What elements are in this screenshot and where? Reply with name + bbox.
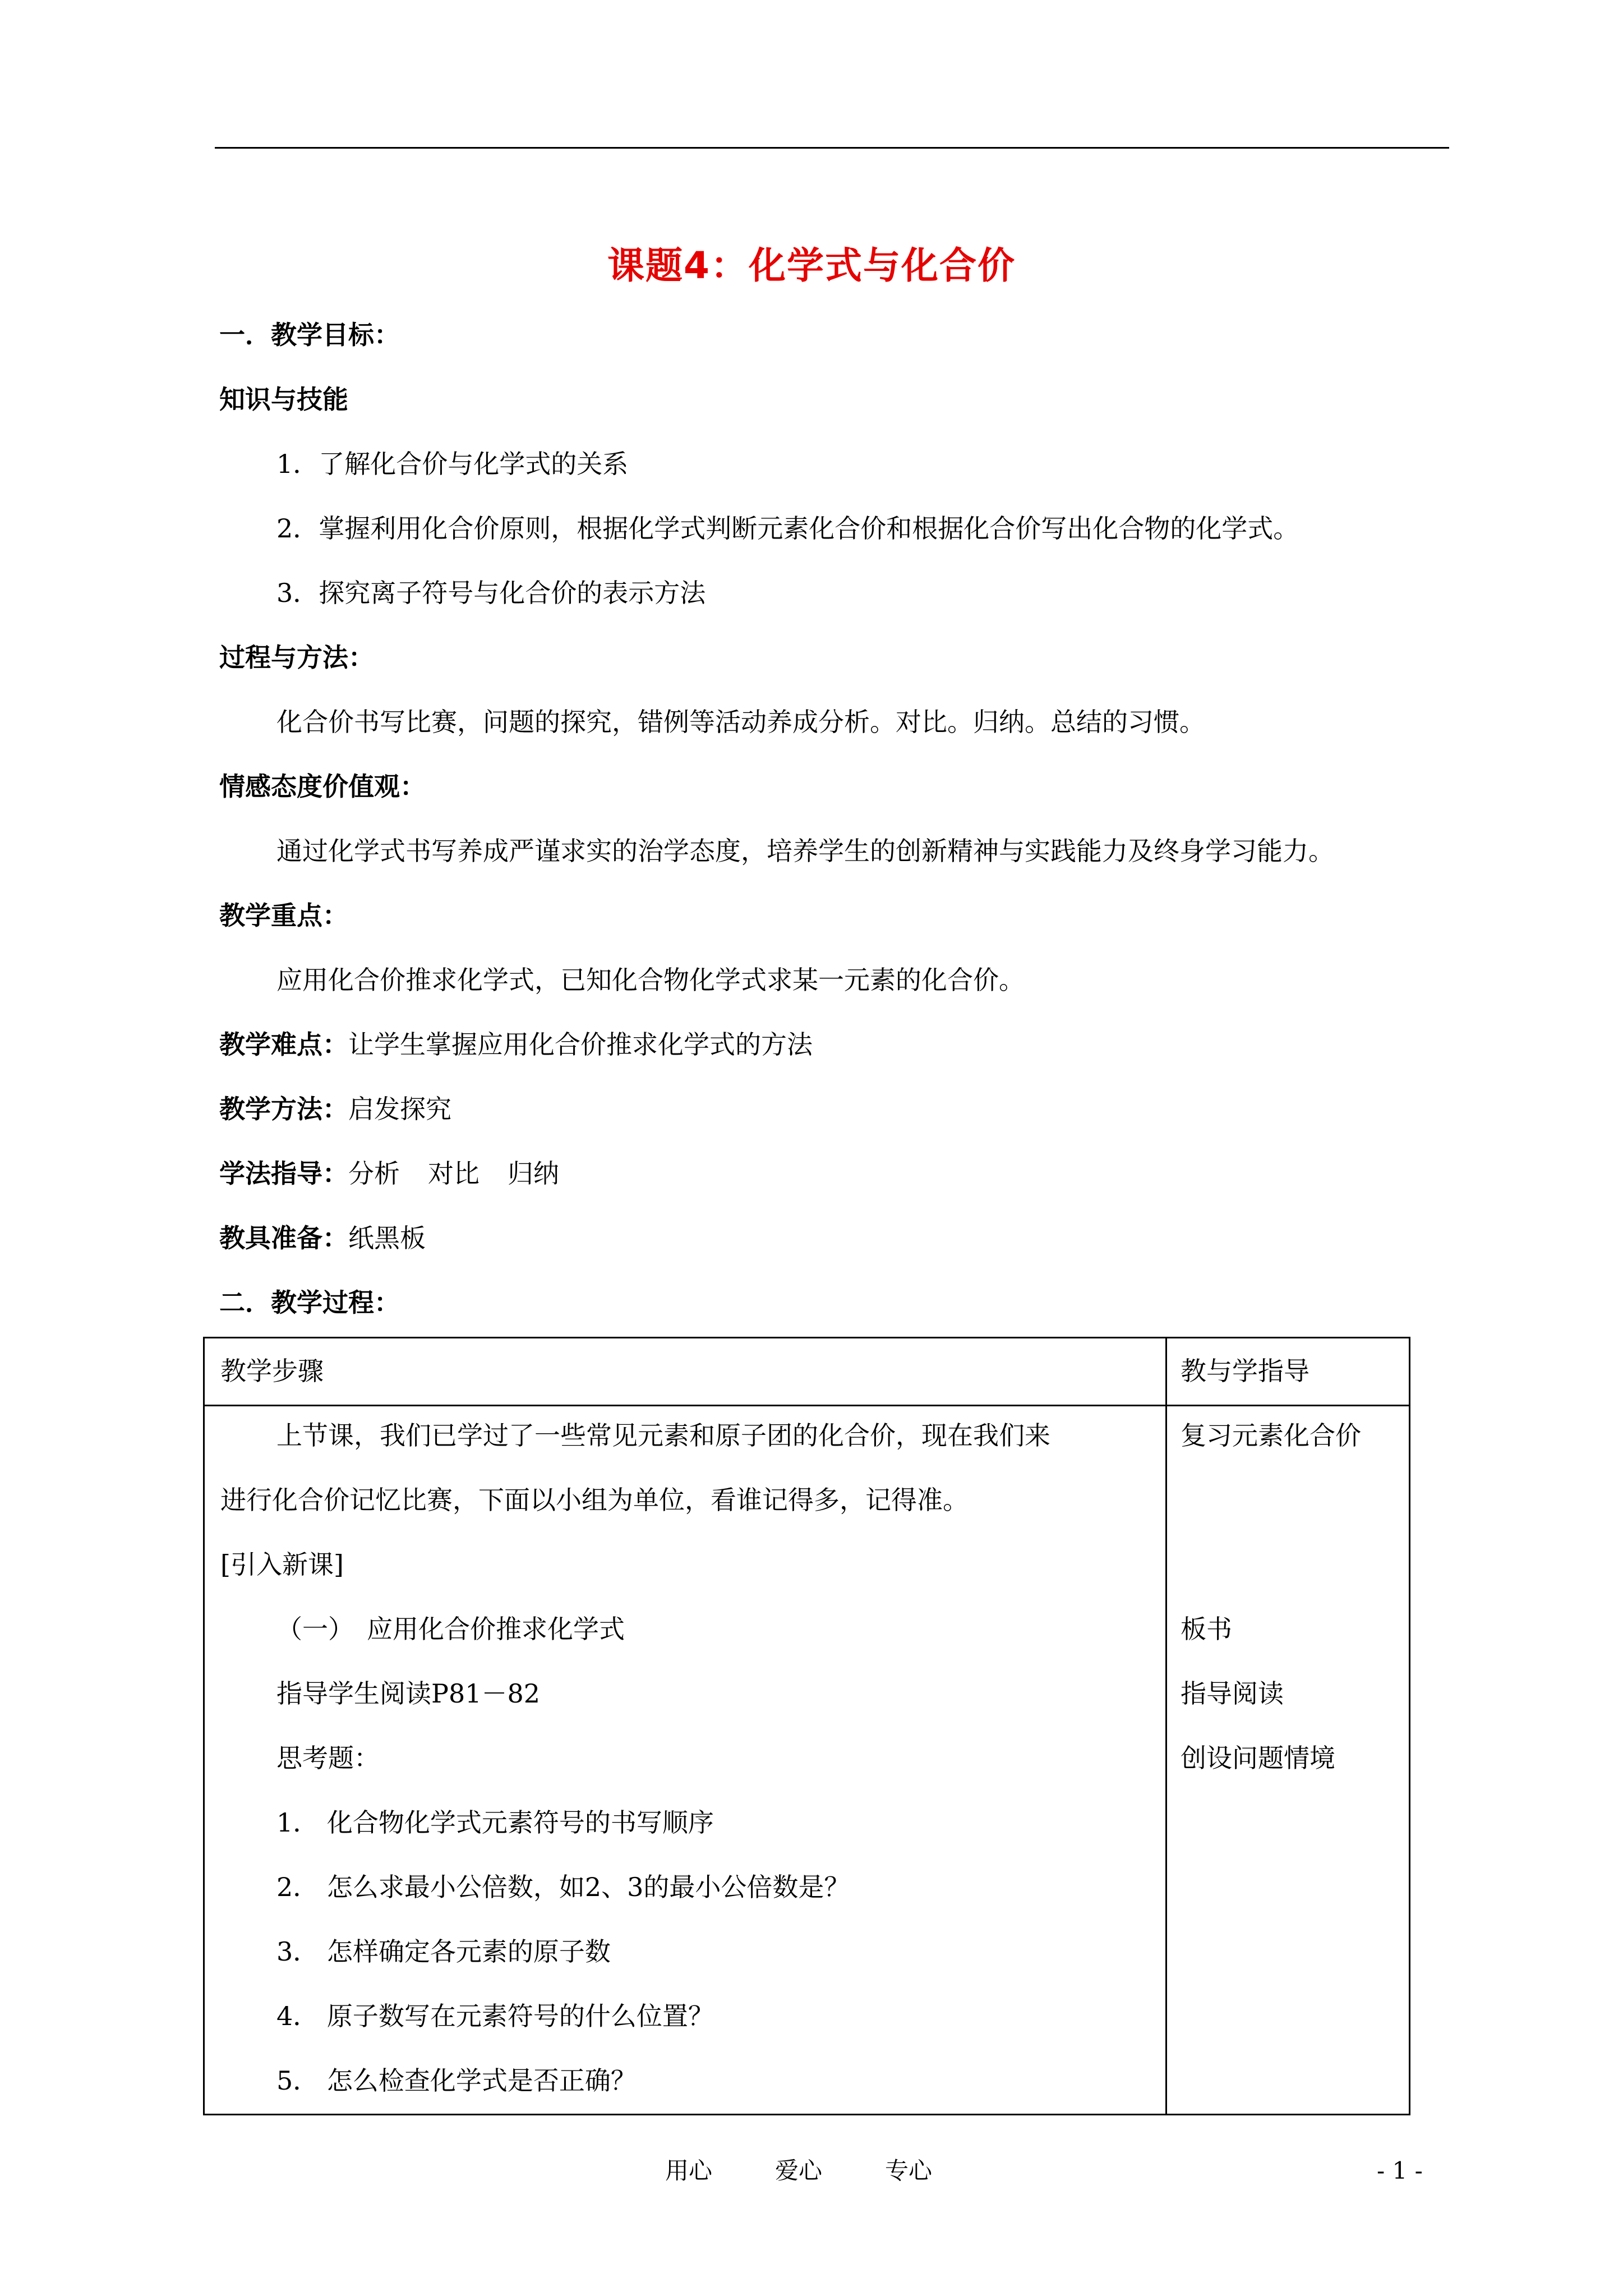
- study-item: 分析: [348, 1158, 400, 1189]
- footer-motto: 爱心: [775, 2157, 823, 2184]
- key-point-heading: 教学重点：: [219, 900, 348, 931]
- table-header-divider: [205, 1405, 1409, 1406]
- table-row-text: 4． 原子数写在元素符号的什么位置？: [276, 2001, 714, 2031]
- table-row-text: 指导学生阅读P81－82: [276, 1678, 541, 1709]
- table-row-text: （一） 应用化合价推求化学式: [276, 1614, 625, 1644]
- table-column-divider: [1165, 1338, 1167, 2114]
- emotion-heading: 情感态度价值观：: [219, 771, 426, 802]
- table-row-text: [引入新课]: [220, 1549, 344, 1580]
- table-row-text: 进行化合价记忆比赛，下面以小组为单位，看谁记得多，记得准。: [220, 1485, 969, 1515]
- page-title: 课题4：化学式与化合价: [607, 244, 1016, 287]
- method-text: 启发探究: [348, 1094, 451, 1124]
- guidance-note: 创设问题情境: [1181, 1743, 1335, 1773]
- process-text: 化合价书写比赛，问题的探究，错例等活动养成分析。对比。归纳。总结的习惯。: [276, 707, 1205, 737]
- process-heading: 过程与方法：: [219, 642, 374, 673]
- difficulty-label: 教学难点：: [219, 1029, 348, 1060]
- difficulty-line: [219, 1028, 813, 1061]
- knowledge-item: 1．了解化合价与化学式的关系: [276, 449, 629, 479]
- section-2-heading: 二．教学过程：: [219, 1287, 400, 1318]
- footer-motto: 用心: [665, 2157, 713, 2184]
- tools-text: 纸黑板: [348, 1223, 426, 1253]
- guidance-note: 板书: [1181, 1614, 1232, 1644]
- tools-label: 教具准备：: [219, 1223, 348, 1253]
- section-1-heading: 一．教学目标：: [219, 320, 400, 350]
- knowledge-item: 3．探究离子符号与化合价的表示方法: [276, 578, 706, 608]
- teaching-process-table: [203, 1337, 1410, 2115]
- guidance-note: 指导阅读: [1181, 1678, 1284, 1709]
- study-line: [219, 1157, 559, 1190]
- study-label: 学法指导：: [219, 1158, 348, 1189]
- table-header-guidance: 教与学指导: [1181, 1356, 1310, 1386]
- emotion-text: 通过化学式书写养成严谨求实的治学态度，培养学生的创新精神与实践能力及终身学习能力。: [276, 836, 1334, 866]
- key-point-text: 应用化合价推求化学式，已知化合物化学式求某一元素的化合价。: [276, 965, 1025, 995]
- study-item: 对比: [428, 1158, 479, 1189]
- table-header-steps: 教学步骤: [220, 1356, 324, 1386]
- table-row-text: 2． 怎么求最小公倍数，如2、3的最小公倍数是？: [276, 1872, 850, 1902]
- tools-line: [219, 1221, 426, 1255]
- table-row-text: 1． 化合物化学式元素符号的书写顺序: [276, 1807, 714, 1838]
- header-rule: [215, 147, 1449, 149]
- guidance-note: 复习元素化合价: [1181, 1420, 1361, 1451]
- footer-motto: 专心: [885, 2157, 933, 2184]
- table-row-text: 上节课，我们已学过了一些常见元素和原子团的化合价，现在我们来: [276, 1420, 1050, 1451]
- difficulty-text: 让学生掌握应用化合价推求化学式的方法: [348, 1029, 813, 1060]
- table-row-text: 5． 怎么检查化学式是否正确？: [276, 2065, 637, 2096]
- table-row-text: 思考题：: [276, 1743, 380, 1773]
- study-item: 归纳: [508, 1158, 559, 1189]
- knowledge-heading: 知识与技能: [219, 384, 348, 415]
- page-number: - 1 -: [1377, 2157, 1423, 2184]
- method-label: 教学方法：: [219, 1094, 348, 1124]
- method-line: [219, 1092, 451, 1126]
- knowledge-item: 2．掌握利用化合价原则，根据化学式判断元素化合价和根据化合价写出化合物的化学式。: [276, 513, 1299, 544]
- table-row-text: 3． 怎样确定各元素的原子数: [276, 1936, 611, 1967]
